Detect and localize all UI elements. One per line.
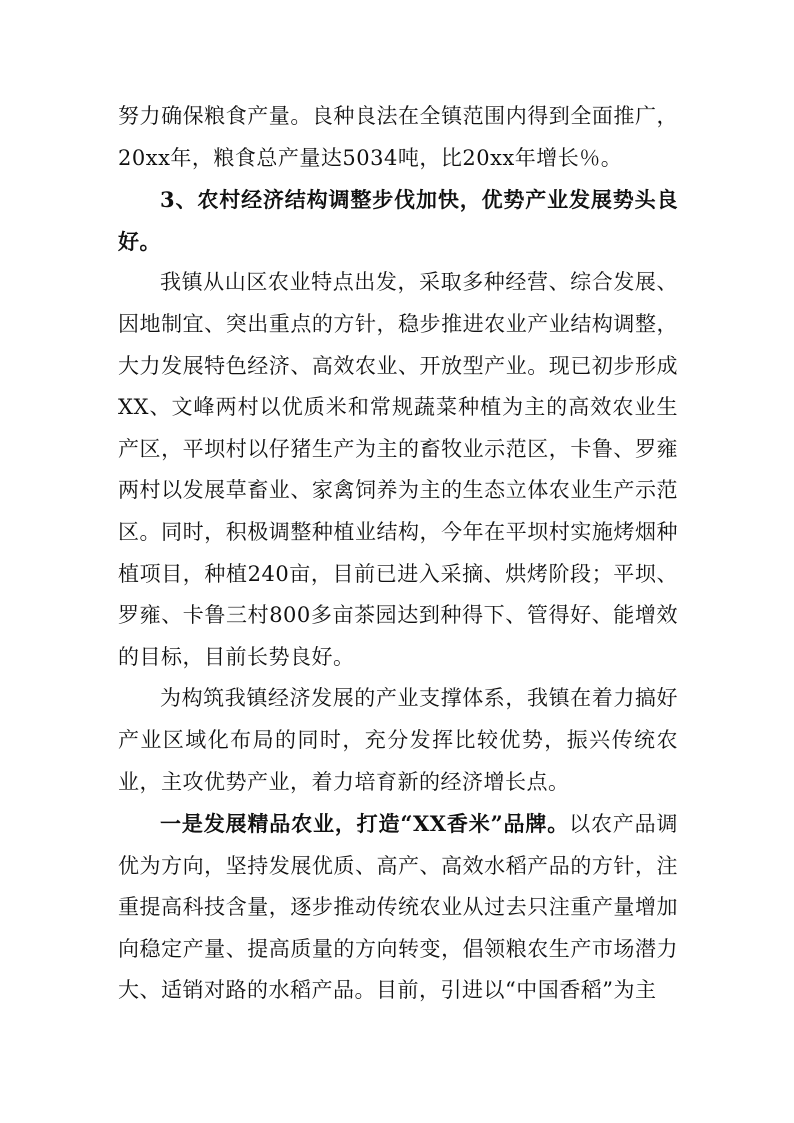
paragraph-lead-text: 一是发展精品农业，打造“XX香米”品牌。 <box>160 811 570 837</box>
paragraph-premium-agriculture <box>118 803 678 1012</box>
paragraph-industry-support <box>118 678 678 803</box>
section-heading-3 <box>118 179 678 262</box>
paragraph-grain-output <box>118 96 678 179</box>
paragraph-text: 我镇从山区农业特点出发，采取多种经营、综合发展、因地制宜、突出重点的方针，稳步推进农业产业结构调整，大力发展特色经济、高效农业、开放型产业。现已初步形成XX、文峰两村以优质米和常规蔬菜种植为主的高效农业生产区，平坝村以仔猪生产为主的畜牧业示范区，卡鲁、罗雍两村以发展草畜业、家禽饲养为主的生态立体农业生产示范区。同时，积极调整种植业结构，今年在平坝村实施烤烟种植项目，种植240亩，目前已进入采摘、烘烤阶段；平坝、罗雍、卡鲁三村800多亩茶园达到种得下、管得好、能增效的目标，目前长势良好。 <box>118 270 678 669</box>
paragraph-text: 以农产品调优为方向，坚持发展优质、高产、高效水稻产品的方针，注重提高科技含量，逐步推动传统农业从过去只注重产量增加向稳定产量、提高质量的方向转变，倡领粮农生产市场潜力大、适销对路的水稻产品。目前，引进以“中国香稻”为主 <box>118 812 679 1003</box>
document-body <box>118 96 678 1012</box>
heading-text: 3、农村经济结构调整步伐加快，优势产业发展势头良好。 <box>118 187 678 254</box>
paragraph-text: 努力确保粮食产量。良种良法在全镇范围内得到全面推广，20xx年，粮食总产量达5034吨，比20xx年增长％。 <box>118 104 678 170</box>
paragraph-text: 为构筑我镇经济发展的产业支撑体系，我镇在着力搞好产业区域化布局的同时，充分发挥比较优势，振兴传统农业，主攻优势产业，着力培育新的经济增长点。 <box>118 686 678 794</box>
paragraph-structure-adjustment <box>118 262 678 678</box>
